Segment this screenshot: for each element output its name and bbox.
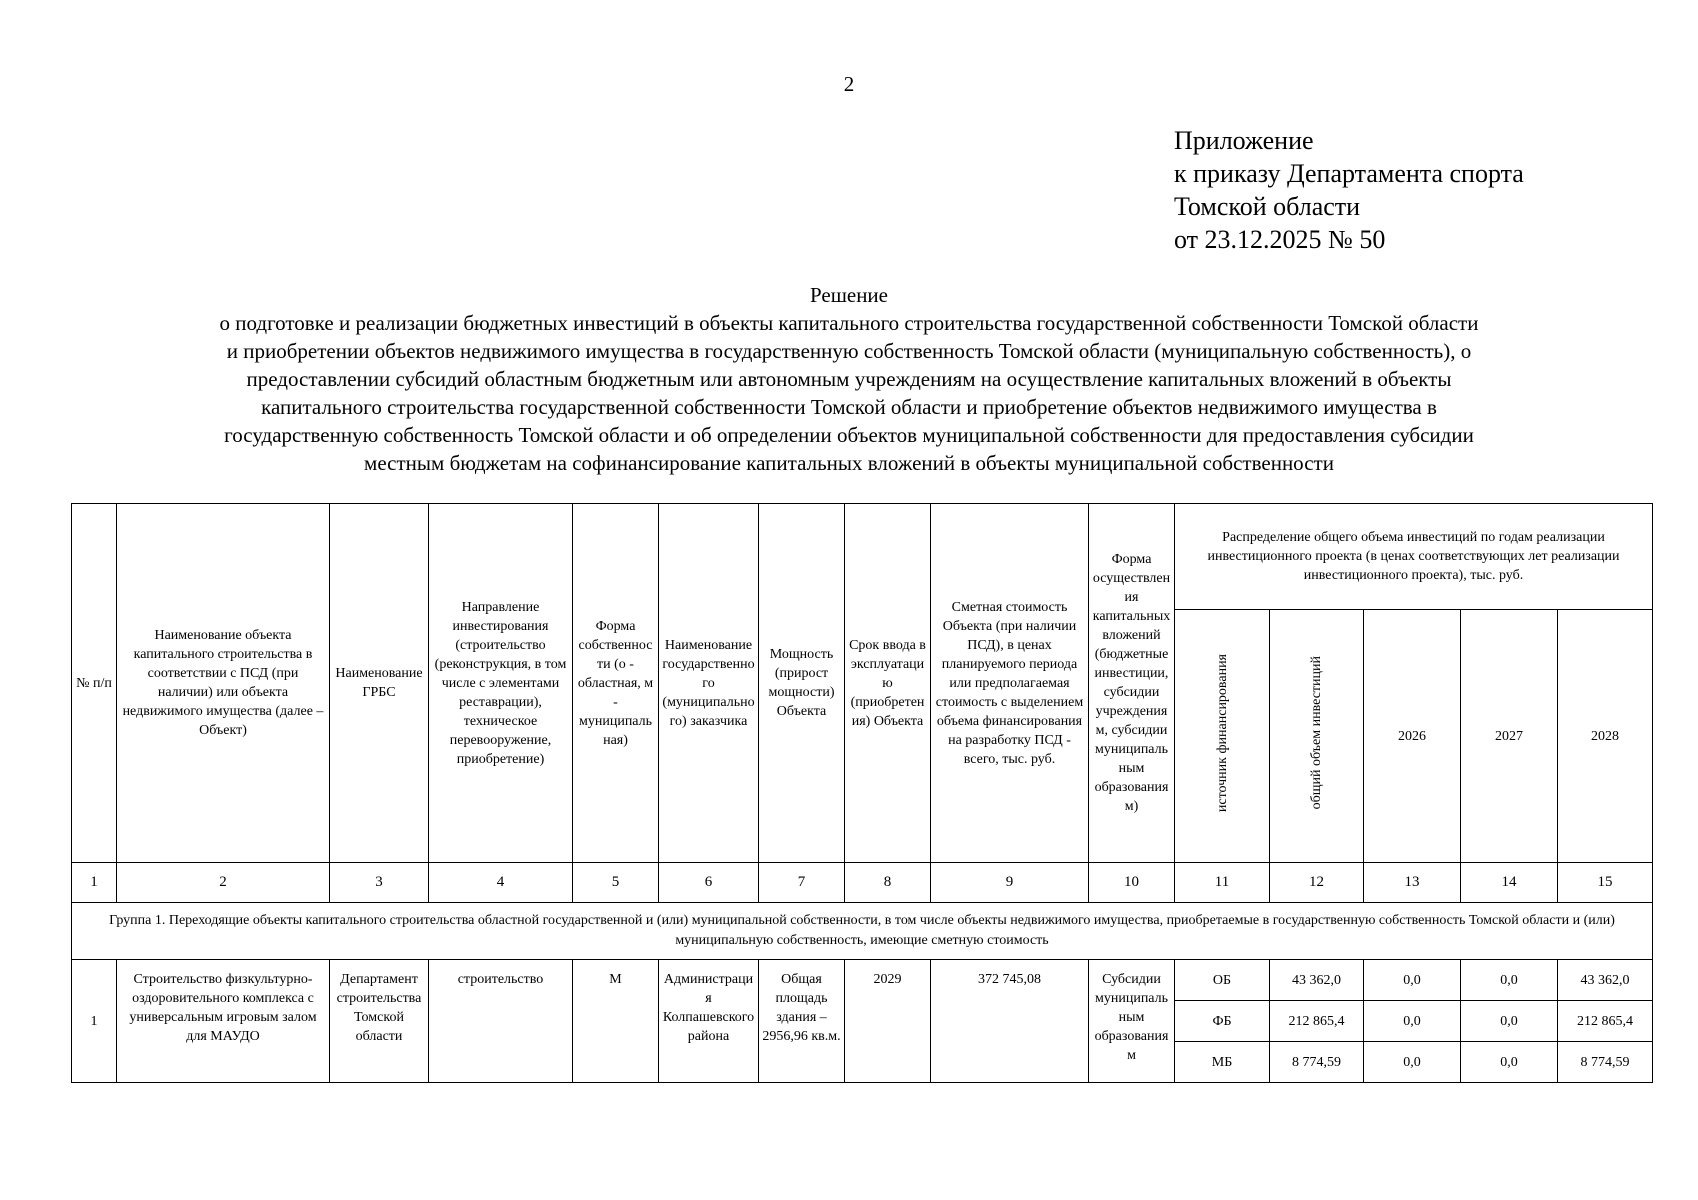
row-source: МБ xyxy=(1175,1042,1270,1083)
header-term: Срок ввода в эксплуатацию (приобретения) Объекта xyxy=(845,504,931,863)
table-row xyxy=(72,960,1653,1001)
row-total: 8 774,59 xyxy=(1270,1042,1364,1083)
row-investment-form: Субсидии муниципальным образованиям xyxy=(1089,960,1175,1083)
row-source: ОБ xyxy=(1175,960,1270,1001)
header-object-name: Наименование объекта капитального строительства в соответствии с ПСД (при наличии) или объекта недвижимого имущества (далее – Объект) xyxy=(117,504,330,863)
group-row xyxy=(72,903,1653,960)
column-number: 11 xyxy=(1175,863,1270,903)
decision-line: капитального строительства государственной собственности Томской области и приобретение объектов недвижимого имущества в xyxy=(261,395,1437,419)
header-cost: Сметная стоимость Объекта (при наличии ПСД), в ценах планируемого периода или предполагаемая стоимость с выделением объема финансирования на разработку ПСД - всего, тыс. руб. xyxy=(931,504,1089,863)
decision-line: о подготовке и реализации бюджетных инвестиций в объекты капитального строительства государственной собственности Томской области xyxy=(219,311,1479,335)
decision-line: местным бюджетам на софинансирование капитальных вложений в объекты муниципальной собственности xyxy=(364,451,1334,475)
column-number: 12 xyxy=(1270,863,1364,903)
row-2028: 8 774,59 xyxy=(1558,1042,1653,1083)
column-number: 3 xyxy=(330,863,429,903)
header-capacity: Мощность (прирост мощности) Объекта xyxy=(759,504,845,863)
column-number: 1 xyxy=(72,863,117,903)
column-number: 10 xyxy=(1089,863,1175,903)
column-number: 4 xyxy=(429,863,573,903)
decision-heading xyxy=(100,281,1598,477)
row-source: ФБ xyxy=(1175,1001,1270,1042)
row-2027: 0,0 xyxy=(1461,1042,1558,1083)
group-title: Группа 1. Переходящие объекты капитального строительства областной государственной и (или) муниципальной собственности, в том числе объекты недвижимого имущества, приобретаемые в государственную собственность Томской области и (или) муниципальную собственность, имеющие сметную стоимость xyxy=(72,903,1653,960)
decision-line: и приобретении объектов недвижимого имущества в государственную собственность Томской области (муниципальную собственность), о xyxy=(226,339,1472,363)
header-row xyxy=(72,504,1653,610)
investment-table xyxy=(71,503,1653,1083)
row-2028: 212 865,4 xyxy=(1558,1001,1653,1042)
header-total: общий объем инвестиций xyxy=(1309,656,1324,810)
header-distribution: Распределение общего объема инвестиций по годам реализации инвестиционного проекта (в ценах соответствующих лет реализации инвестиционного проекта), тыс. руб. xyxy=(1175,504,1653,610)
row-object-name: Строительство физкультурно-оздоровительного комплекса с универсальным игровым залом для МАУДО xyxy=(117,960,330,1083)
header-ownership: Форма собственности (о - областная, м - муниципальная) xyxy=(573,504,659,863)
row-number: 1 xyxy=(72,960,117,1083)
appendix-line-2: к приказу Департамента спорта xyxy=(1174,159,1524,188)
row-2027: 0,0 xyxy=(1461,1001,1558,1042)
appendix-line-3: Томской области xyxy=(1174,192,1361,221)
row-2026: 0,0 xyxy=(1364,1001,1461,1042)
column-number: 7 xyxy=(759,863,845,903)
row-term: 2029 xyxy=(845,960,931,1083)
row-capacity: Общая площадь здания – 2956,96 кв.м. xyxy=(759,960,845,1083)
row-2027: 0,0 xyxy=(1461,960,1558,1001)
column-number: 15 xyxy=(1558,863,1653,903)
header-source-cell xyxy=(1175,610,1270,863)
column-number: 14 xyxy=(1461,863,1558,903)
column-number: 5 xyxy=(573,863,659,903)
decision-line: предоставлении субсидий областным бюджетным или автономным учреждениям на осуществление капитальных вложений в объекты xyxy=(246,367,1452,391)
header-investment-form: Форма осуществления капитальных вложений (бюджетные инвестиции, субсидии учреждениям, субсидии муниципальным образованиям) xyxy=(1089,504,1175,863)
row-2026: 0,0 xyxy=(1364,1042,1461,1083)
header-customer: Наименование государственного (муниципального) заказчика xyxy=(659,504,759,863)
column-number: 8 xyxy=(845,863,931,903)
header-direction: Направление инвестирования (строительство (реконструкция, в том числе с элементами реставрации), техническое перевооружение, приобретение) xyxy=(429,504,573,863)
row-2028: 43 362,0 xyxy=(1558,960,1653,1001)
header-source: источник финансирования xyxy=(1214,653,1230,813)
appendix-line-1: Приложение xyxy=(1174,126,1314,155)
column-number: 2 xyxy=(117,863,330,903)
column-number: 13 xyxy=(1364,863,1461,903)
header-year-2028: 2028 xyxy=(1558,610,1653,863)
row-2026: 0,0 xyxy=(1364,960,1461,1001)
row-total: 212 865,4 xyxy=(1270,1001,1364,1042)
column-numbers-row xyxy=(72,863,1653,903)
page-number: 2 xyxy=(843,72,855,96)
header-num: № п/п xyxy=(72,504,117,863)
row-customer: Администрация Колпашевского района xyxy=(659,960,759,1083)
row-cost: 372 745,08 xyxy=(931,960,1089,1083)
decision-title: Решение xyxy=(809,283,888,307)
row-grbs: Департамент строительства Томской области xyxy=(330,960,429,1083)
row-ownership: М xyxy=(573,960,659,1083)
column-number: 6 xyxy=(659,863,759,903)
row-direction: строительство xyxy=(429,960,573,1083)
column-number: 9 xyxy=(931,863,1089,903)
decision-line: государственную собственность Томской области и об определении объектов муниципальной собственности для предоставления субсидии xyxy=(224,423,1474,447)
row-total: 43 362,0 xyxy=(1270,960,1364,1001)
header-grbs: Наименование ГРБС xyxy=(330,504,429,863)
header-year-2027: 2027 xyxy=(1461,610,1558,863)
header-total-cell xyxy=(1270,610,1364,863)
appendix-block xyxy=(1174,124,1524,256)
header-year-2026: 2026 xyxy=(1364,610,1461,863)
appendix-line-4: от 23.12.2025 № 50 xyxy=(1174,225,1386,254)
